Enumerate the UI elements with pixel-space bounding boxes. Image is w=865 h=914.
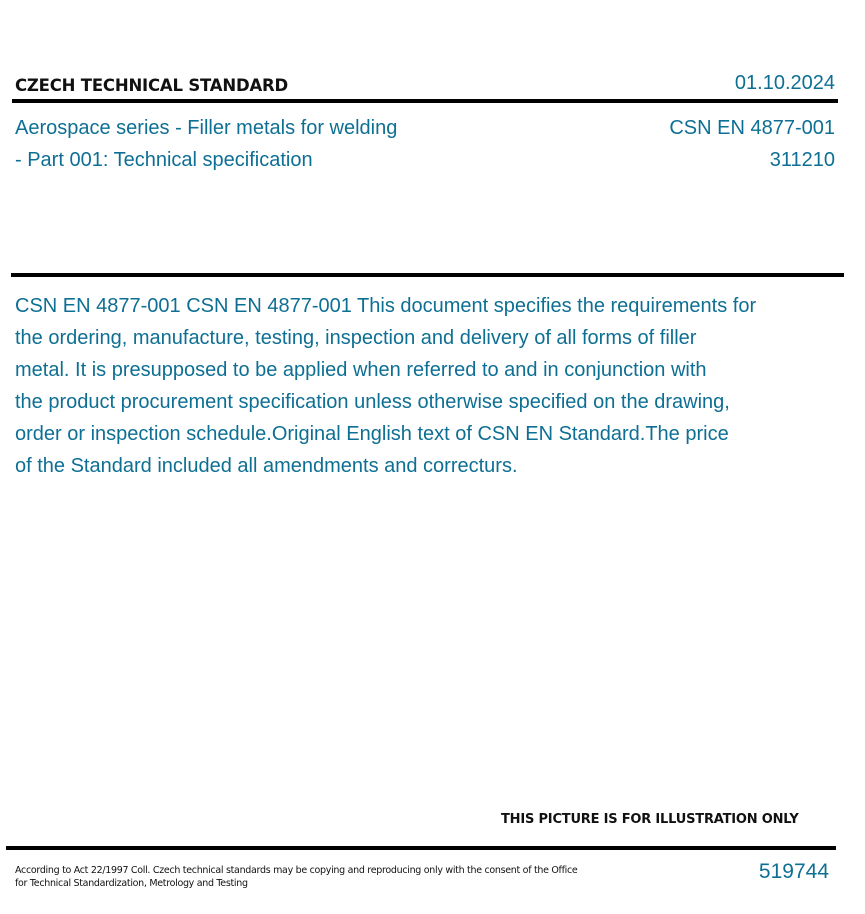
header-rule — [12, 99, 838, 103]
standard-code: CSN EN 4877-001 — [669, 117, 835, 139]
description-line: of the Standard included all amendments and correcturs. — [15, 455, 518, 477]
description-line: CSN EN 4877-001 CSN EN 4877-001 This document specifies the requirements for — [15, 295, 757, 317]
description-line: the ordering, manufacture, testing, inspection and delivery of all forms of filler — [15, 327, 697, 349]
standard-type-label: CZECH TECHNICAL STANDARD — [15, 76, 289, 95]
classification-number: 311210 — [769, 149, 835, 171]
legal-notice — [15, 864, 577, 890]
illustration-disclaimer: THIS PICTURE IS FOR ILLUSTRATION ONLY — [501, 812, 799, 827]
footer-rule — [6, 846, 836, 850]
description-line: the product procurement specification unless otherwise specified on the drawing, — [15, 391, 730, 413]
legal-notice-line-2: for Technical Standardization, Metrology and Testing — [15, 878, 248, 889]
publication-date: 01.10.2024 — [734, 72, 835, 94]
document-title-line-2: - Part 001: Technical specification — [15, 149, 313, 171]
document-description — [15, 290, 845, 482]
document-title-line-1: Aerospace series - Filler metals for welding — [15, 117, 398, 139]
legal-notice-line-1: According to Act 22/1997 Coll. Czech technical standards may be copying and reproducing only with the consent of the Office — [15, 865, 578, 876]
description-line: metal. It is presupposed to be applied when referred to and in conjunction with — [15, 359, 707, 381]
description-line: order or inspection schedule.Original English text of CSN EN Standard.The price — [15, 423, 729, 445]
document-number: 519744 — [758, 860, 829, 883]
section-rule — [11, 273, 844, 277]
